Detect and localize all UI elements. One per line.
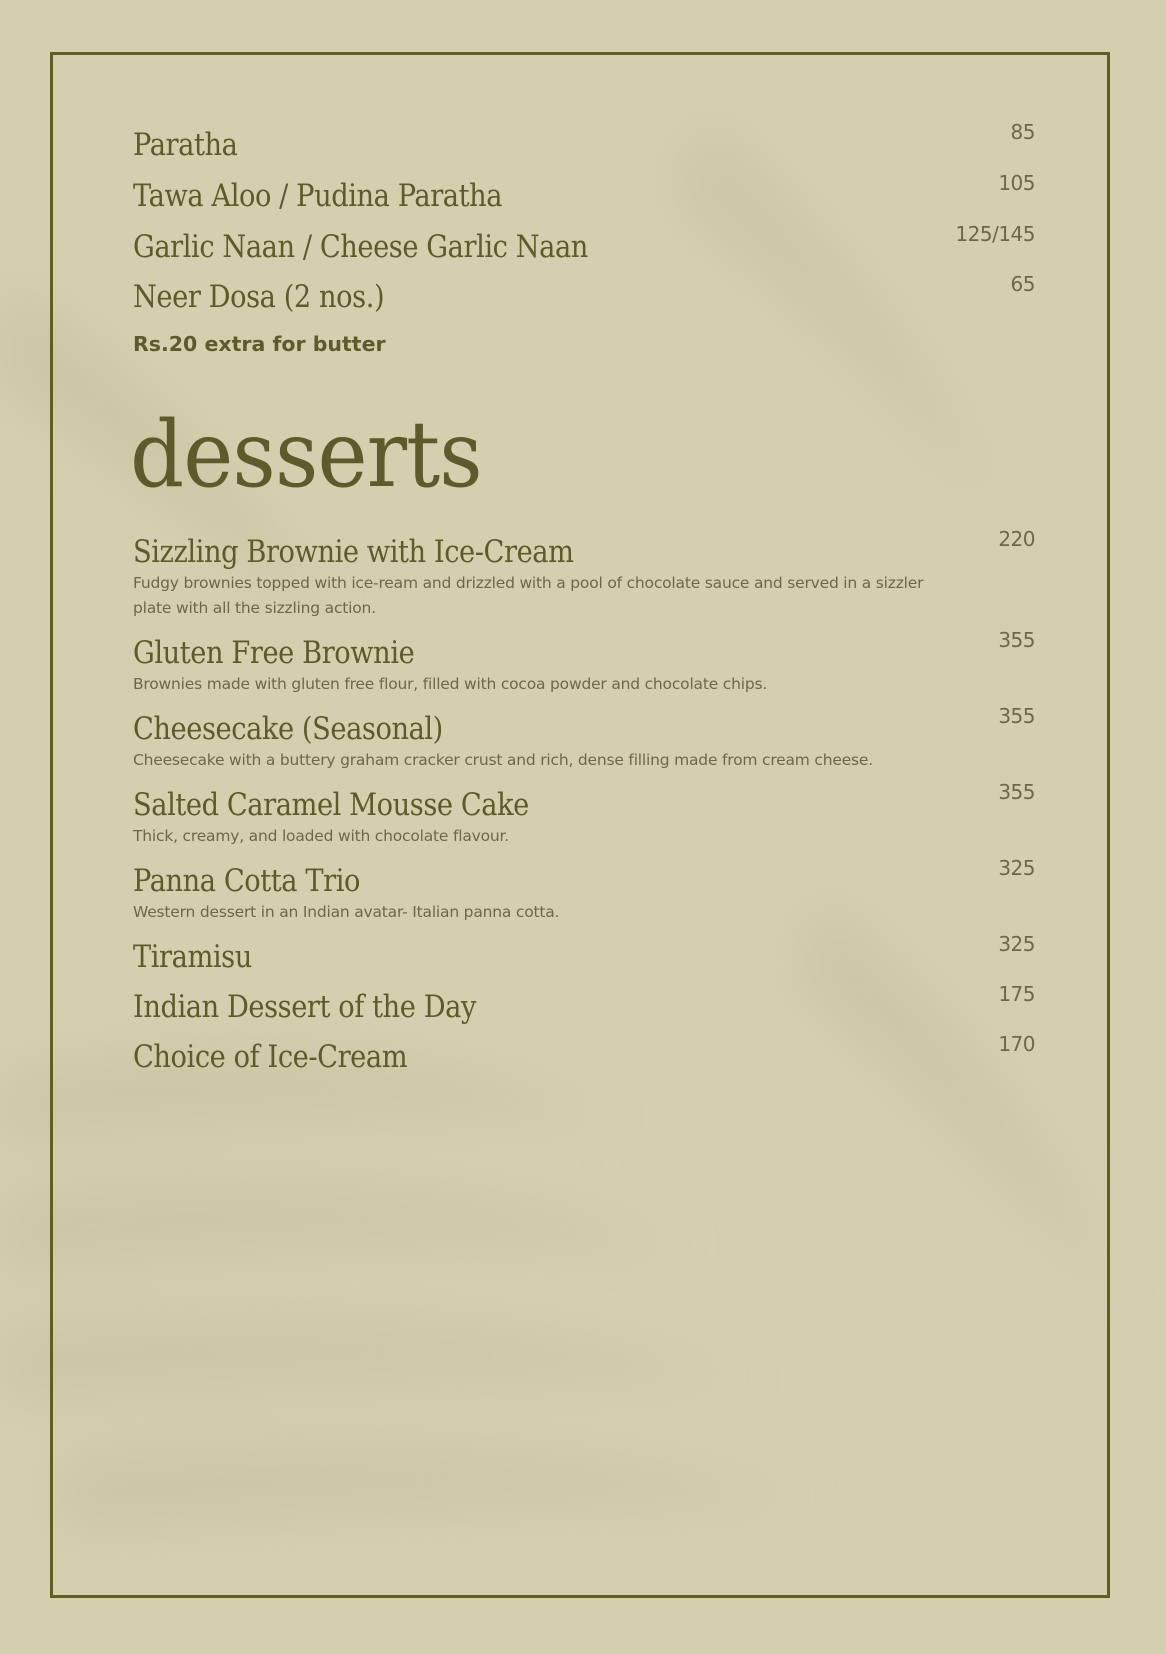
menu-item-garlic-naan bbox=[133, 222, 1035, 266]
menu-item-description: Fudgy brownies topped with ice-ream and drizzled with a pool of chocolate sauce and served in a sizzler plate with all the sizzling action. bbox=[133, 574, 924, 617]
menu-item-price: 355 bbox=[998, 628, 1035, 652]
menu-item-indian-dessert-of-the-day bbox=[133, 982, 1035, 1026]
menu-item-price: 325 bbox=[998, 856, 1035, 880]
menu-item-price: 325 bbox=[998, 932, 1035, 956]
menu-item-description: Brownies made with gluten free flour, filled with cocoa powder and chocolate chips. bbox=[133, 675, 768, 693]
menu-item-name: Gluten Free Brownie bbox=[133, 635, 415, 671]
menu-item-price: 125/145 bbox=[955, 222, 1035, 246]
menu-item-price: 105 bbox=[998, 171, 1035, 195]
section-title-desserts: desserts bbox=[130, 401, 482, 508]
menu-item-name: Garlic Naan / Cheese Garlic Naan bbox=[133, 229, 588, 265]
menu-item-tiramisu bbox=[133, 932, 1035, 976]
menu-item-name: Salted Caramel Mousse Cake bbox=[133, 787, 529, 823]
menu-item-neer-dosa bbox=[133, 272, 1035, 316]
menu-item-gluten-free-brownie bbox=[133, 628, 1035, 697]
menu-item-paratha bbox=[133, 120, 1035, 164]
menu-item-price: 65 bbox=[1010, 272, 1035, 296]
butter-note: Rs.20 extra for butter bbox=[133, 332, 386, 356]
menu-item-name: Tiramisu bbox=[133, 939, 252, 975]
menu-item-choice-of-ice-cream bbox=[133, 1032, 1035, 1076]
menu-item-name: Choice of Ice-Cream bbox=[133, 1039, 408, 1075]
menu-item-salted-caramel-mousse-cake bbox=[133, 780, 1035, 849]
menu-item-tawa-aloo-pudina-paratha bbox=[133, 171, 1035, 215]
menu-item-price: 170 bbox=[998, 1032, 1035, 1056]
menu-item-price: 355 bbox=[998, 704, 1035, 728]
menu-item-description: Western dessert in an Indian avatar- Italian panna cotta. bbox=[133, 903, 560, 921]
menu-item-name: Tawa Aloo / Pudina Paratha bbox=[133, 178, 503, 214]
menu-item-sizzling-brownie bbox=[133, 527, 1035, 621]
menu-item-price: 220 bbox=[998, 527, 1035, 551]
menu-item-description: Cheesecake with a buttery graham cracker crust and rich, dense filling made from cream cheese. bbox=[133, 751, 873, 769]
menu-item-price: 355 bbox=[998, 780, 1035, 804]
menu-item-name: Indian Dessert of the Day bbox=[133, 989, 476, 1025]
menu-item-name: Paratha bbox=[133, 127, 238, 163]
menu-item-name: Sizzling Brownie with Ice-Cream bbox=[133, 534, 574, 570]
menu-item-panna-cotta-trio bbox=[133, 856, 1035, 925]
menu-item-name: Cheesecake (Seasonal) bbox=[133, 711, 443, 747]
menu-item-cheesecake bbox=[133, 704, 1035, 773]
menu-item-name: Neer Dosa (2 nos.) bbox=[133, 279, 385, 315]
menu-item-description: Thick, creamy, and loaded with chocolate flavour. bbox=[133, 827, 509, 845]
menu-item-name: Panna Cotta Trio bbox=[133, 863, 360, 899]
menu-item-price: 85 bbox=[1010, 120, 1035, 144]
menu-item-price: 175 bbox=[998, 982, 1035, 1006]
